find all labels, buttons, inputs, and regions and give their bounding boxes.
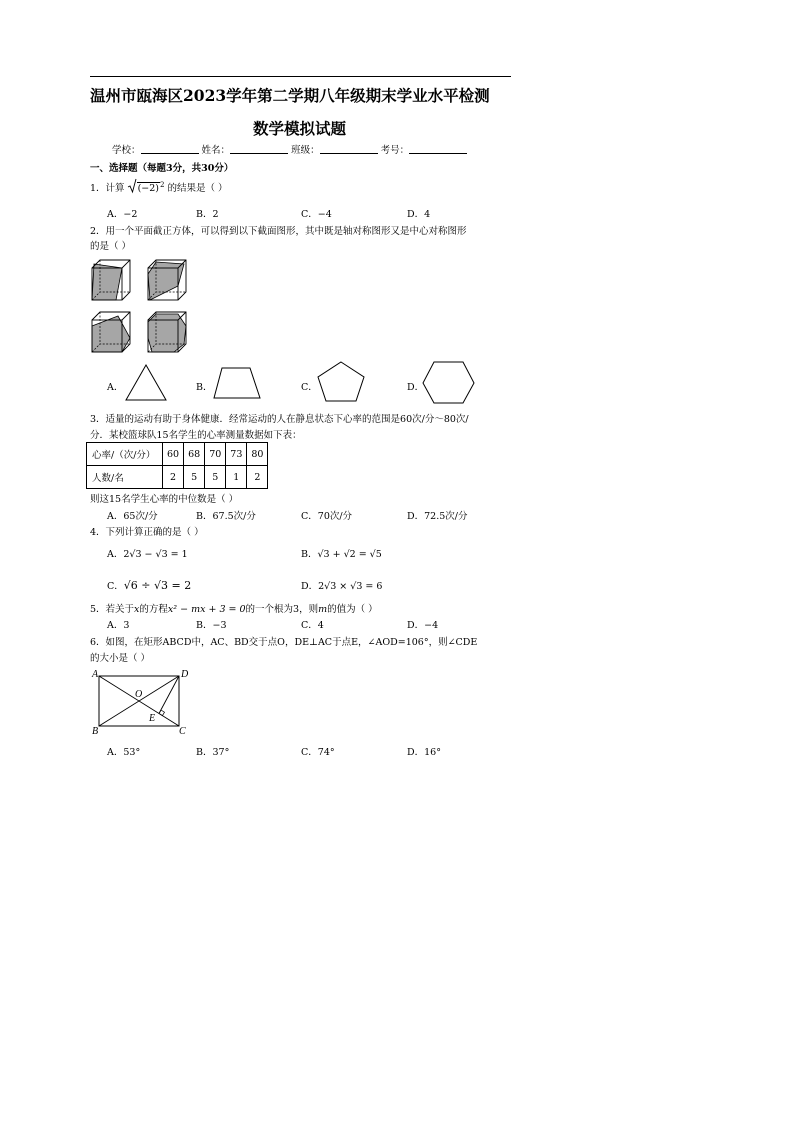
question-6-stem-line2: 的大小是（ ） <box>90 653 151 664</box>
q5-stem-part3: 的一个根为3，则 <box>245 604 319 615</box>
question-4-stem: 4．下列计算正确的是（ ） <box>90 527 204 538</box>
q1-option-a[interactable]: A．−2 <box>107 209 138 220</box>
trapezoid-shape-icon[interactable] <box>212 366 262 400</box>
q4-option-d[interactable] <box>301 578 382 592</box>
q4-option-d-expr: 2√3 × √3 = 6 <box>318 581 383 592</box>
cube-4 <box>148 312 186 352</box>
q1-option-c[interactable]: C．−4 <box>301 209 332 220</box>
q5-stem-part4: 的值为（ ） <box>327 604 378 615</box>
q3-option-a[interactable]: A．65次/分 <box>107 511 158 522</box>
table-header-count: 人数/名 <box>87 466 163 489</box>
q5-option-b[interactable]: B．−3 <box>196 620 227 631</box>
q5-stem-part2: 的方程 <box>139 604 168 615</box>
question-3-stem-line3: 则这15名学生心率的中位数是（ ） <box>90 494 239 505</box>
point-label-b: B <box>92 726 99 737</box>
q6-option-b[interactable]: B．37° <box>196 747 230 758</box>
q1-exponent: 2 <box>160 180 165 189</box>
table-cell: 1 <box>226 466 247 489</box>
name-label: 姓名： <box>201 145 231 156</box>
school-blank[interactable] <box>141 144 199 154</box>
q2-option-d-label[interactable]: D． <box>407 382 425 393</box>
q1-sqrt-expression <box>128 181 165 194</box>
section-title: 一、选择题（每题3分，共30分） <box>90 163 234 174</box>
table-cell: 2 <box>163 466 184 489</box>
question-2-stem-line2: 的是（ ） <box>90 241 132 252</box>
q3-option-d[interactable]: D．72.5次/分 <box>407 511 468 522</box>
q2-option-c-label[interactable]: C． <box>301 382 318 393</box>
table-row <box>87 443 268 466</box>
point-label-c: C <box>179 726 186 737</box>
cube-2 <box>148 260 186 300</box>
question-3-stem-line1: 3．适量的运动有助于身体健康．经常运动的人在静息状态下心率的范围是60次/分～80次/ <box>90 414 469 425</box>
point-label-a: A <box>92 669 99 680</box>
q1-stem-after: 的结果是（ ） <box>167 183 228 194</box>
heart-rate-table <box>86 442 268 489</box>
table-cell: 2 <box>247 466 268 489</box>
exam-title: 温州市瓯海区2023学年第二学期八年级期末学业水平检测 <box>90 86 490 105</box>
q2-option-a-label[interactable]: A． <box>107 382 124 393</box>
q5-stem-part1: 5．若关于 <box>90 604 135 615</box>
q4-option-a-expr: 2√3 − √3 = 1 <box>123 549 188 560</box>
table-row <box>87 466 268 489</box>
school-label: 学校： <box>112 145 141 156</box>
q4-option-b-label: B． <box>301 549 318 560</box>
q4-option-a[interactable] <box>107 546 188 560</box>
exam-number-label: 考号： <box>380 145 410 156</box>
point-label-o: O <box>135 689 143 700</box>
class-label: 班级： <box>291 145 320 156</box>
table-cell: 5 <box>205 466 226 489</box>
question-2-stem-line1: 2．用一个平面截正方体，可以得到以下截面图形，其中既是轴对称图形又是中心对称图形 <box>90 226 467 237</box>
hexagon-shape-icon[interactable] <box>422 361 476 405</box>
cube-3 <box>92 312 130 352</box>
q6-option-d[interactable]: D．16° <box>407 747 441 758</box>
q4-option-c[interactable] <box>107 578 191 592</box>
cube-cross-section-figures <box>88 256 194 356</box>
q5-option-d[interactable]: D．−4 <box>407 620 439 631</box>
exam-number-blank[interactable] <box>409 144 467 154</box>
q5-option-a[interactable]: A．3 <box>107 620 130 631</box>
q1-stem-before: 1．计算 <box>90 183 125 194</box>
q4-option-c-expr: √6 ÷ √3 = 2 <box>123 579 192 592</box>
name-blank[interactable] <box>230 144 288 154</box>
top-rule <box>90 76 511 77</box>
student-info-line <box>112 142 467 156</box>
question-3-stem-line2: 分．某校篮球队15名学生的心率测量数据如下表： <box>90 430 302 441</box>
triangle-shape-icon[interactable] <box>124 364 168 402</box>
table-cell: 73 <box>226 443 247 466</box>
q5-var-m: m <box>318 604 328 615</box>
cube-1 <box>92 260 130 300</box>
q6-option-c[interactable]: C．74° <box>301 747 335 758</box>
question-1-stem <box>90 180 228 194</box>
q1-radicand: (−2) <box>137 183 159 194</box>
q3-option-b[interactable]: B．67.5次/分 <box>196 511 256 522</box>
q1-option-d[interactable]: D．4 <box>407 209 431 220</box>
q4-option-d-label: D． <box>301 581 319 592</box>
table-cell: 68 <box>184 443 205 466</box>
q2-option-b-label[interactable]: B． <box>196 382 213 393</box>
exam-subtitle: 数学模拟试题 <box>253 119 347 138</box>
q4-option-b[interactable] <box>301 546 382 560</box>
question-6-stem-line1: 6．如图，在矩形ABCD中，AC、BD交于点O，DE⊥AC于点E，∠AOD=106°，则∠CDE <box>90 637 478 648</box>
table-cell: 70 <box>205 443 226 466</box>
q4-option-b-expr: √3 + √2 = √5 <box>317 549 382 560</box>
table-cell: 5 <box>184 466 205 489</box>
q6-option-a[interactable]: A．53° <box>107 747 141 758</box>
rectangle-abcd-figure <box>88 666 198 740</box>
q5-option-c[interactable]: C．4 <box>301 620 324 631</box>
q3-option-c[interactable]: C．70次/分 <box>301 511 353 522</box>
point-label-d: D <box>181 669 189 680</box>
q4-option-c-label: C． <box>107 581 124 592</box>
table-cell: 60 <box>163 443 184 466</box>
class-blank[interactable] <box>320 144 378 154</box>
q4-option-a-label: A． <box>107 549 124 560</box>
radical-sign-icon <box>128 179 137 193</box>
point-label-e: E <box>149 713 156 724</box>
q5-equation: x² − mx + 3 = 0 <box>167 604 246 615</box>
table-cell: 80 <box>247 443 268 466</box>
table-header-heart-rate: 心率/（次/分） <box>87 443 163 466</box>
question-5-stem <box>90 601 378 615</box>
q5-var-x: x <box>134 604 140 615</box>
q1-option-b[interactable]: B．2 <box>196 209 219 220</box>
pentagon-shape-icon[interactable] <box>316 361 366 403</box>
